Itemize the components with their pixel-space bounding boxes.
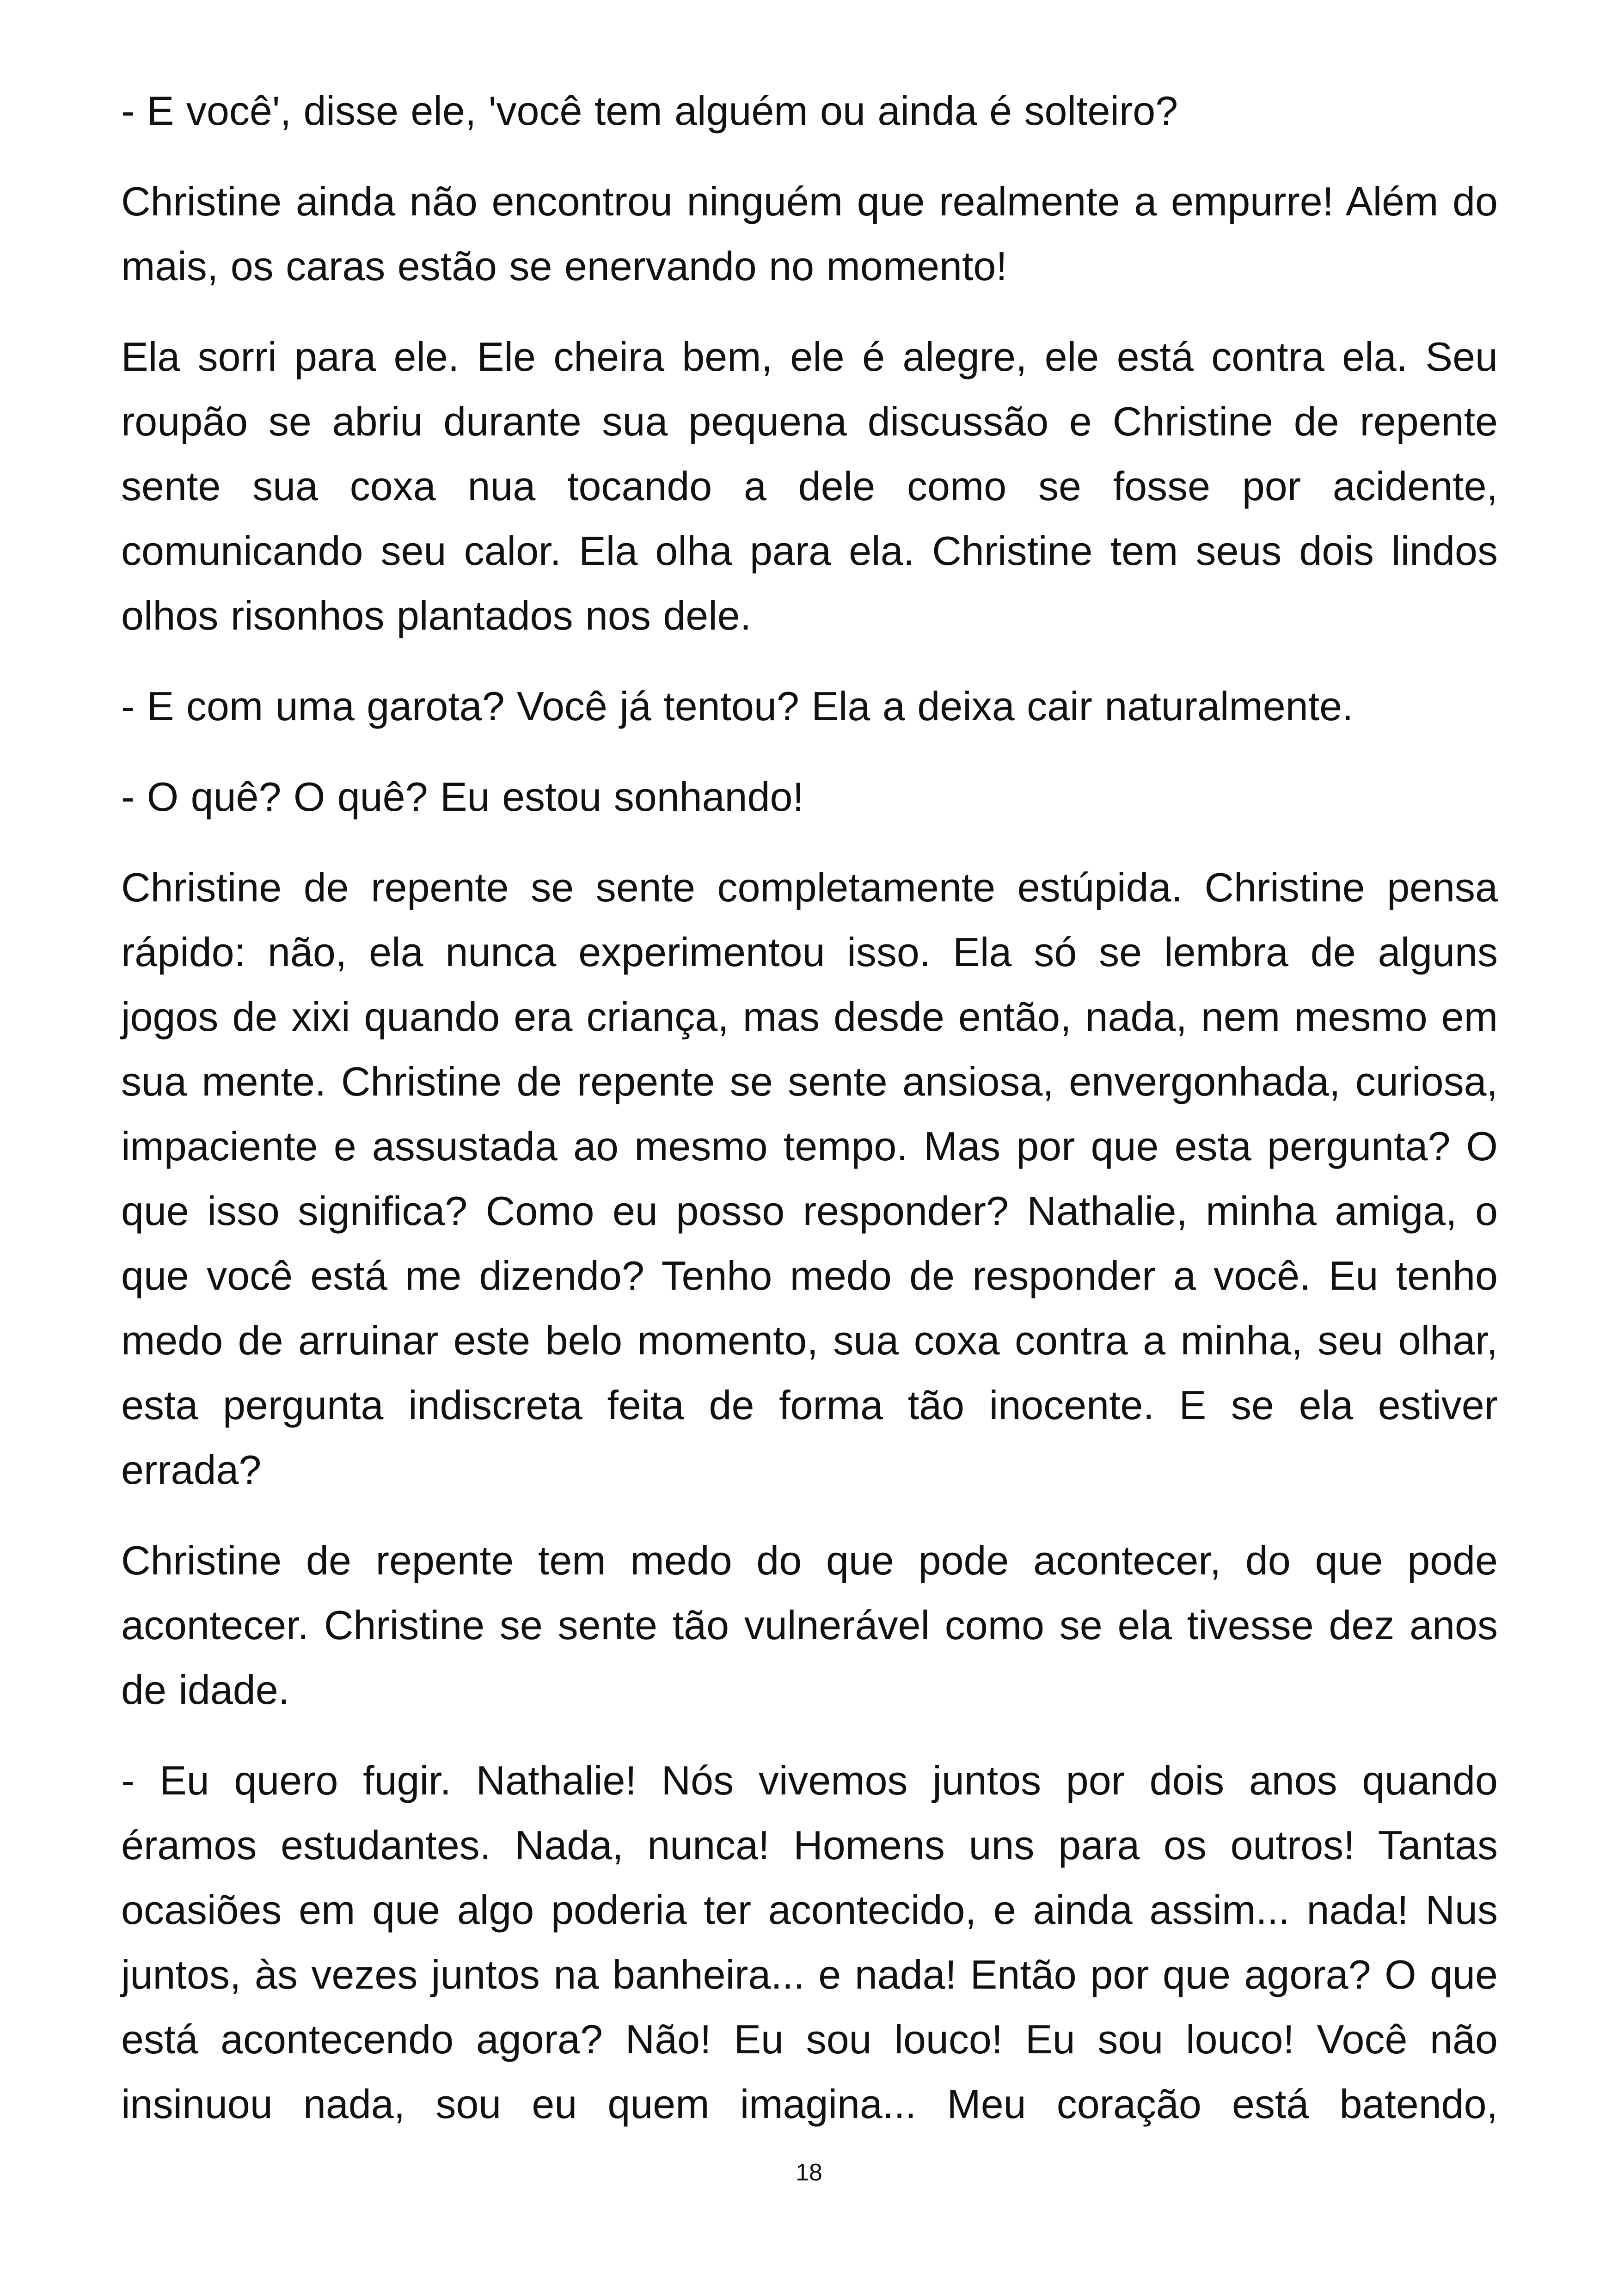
paragraph-6: Christine de repente se sente completamente estúpida. Christine pensa rápido: não, ela nunca experimentou isso. Ela só se lembra de alguns jogos de xixi quando era criança, mas desde então, nada, nem mesmo em sua mente. Christine de repente se sente ansiosa, envergonhada, curiosa, impaciente e assustada ao mesmo tempo. Mas por que esta pergunta? O que isso significa? Como eu posso responder? Nathalie, minha amiga, o que você está me dizendo? Tenho medo de responder a você. Eu tenho medo de arruinar este belo momento, sua coxa contra a minha, seu olhar, esta pergunta indiscreta feita de forma tão inocente. E se ela estiver errada?: [121, 864, 1498, 1493]
body-text: [121, 79, 1498, 2137]
paragraph-5: - O quê? O quê? Eu estou sonhando!: [121, 774, 804, 820]
page-number: 18: [796, 2159, 822, 2186]
paragraph-2: Christine ainda não encontrou ninguém que realmente a empurre! Além do mais, os caras estão se enervando no momento!: [121, 178, 1498, 289]
paragraph-1: - E você', disse ele, 'você tem alguém ou ainda é solteiro?: [121, 88, 1178, 134]
paragraph-4: - E com uma garota? Você já tentou? Ela a deixa cair naturalmente.: [121, 683, 1354, 729]
paragraph-7: Christine de repente tem medo do que pode acontecer, do que pode acontecer. Christine se sente tão vulnerável como se ela tivesse dez anos de idade.: [121, 1537, 1498, 1713]
paragraph-8: - Eu quero fugir. Nathalie! Nós vivemos juntos por dois anos quando éramos estudantes. Nada, nunca! Homens uns para os outros! Tantas ocasiões em que algo poderia ter acontecido, e ainda assim... nada! Nus juntos, às vezes juntos na banheira... e nada! Então por que agora? O que está acontecendo agora? Não! Eu sou louco! Eu sou louco! Você não insinuou nada, sou eu quem imagina... Meu coração está batendo,: [121, 1757, 1498, 2127]
paragraph-3: Ela sorri para ele. Ele cheira bem, ele é alegre, ele está contra ela. Seu roupão se abriu durante sua pequena discussão e Christine de repente sente sua coxa nua tocando a dele como se fosse por acidente, comunicando seu calor. Ela olha para ela. Christine tem seus dois lindos olhos risonhos plantados nos dele.: [121, 334, 1498, 638]
